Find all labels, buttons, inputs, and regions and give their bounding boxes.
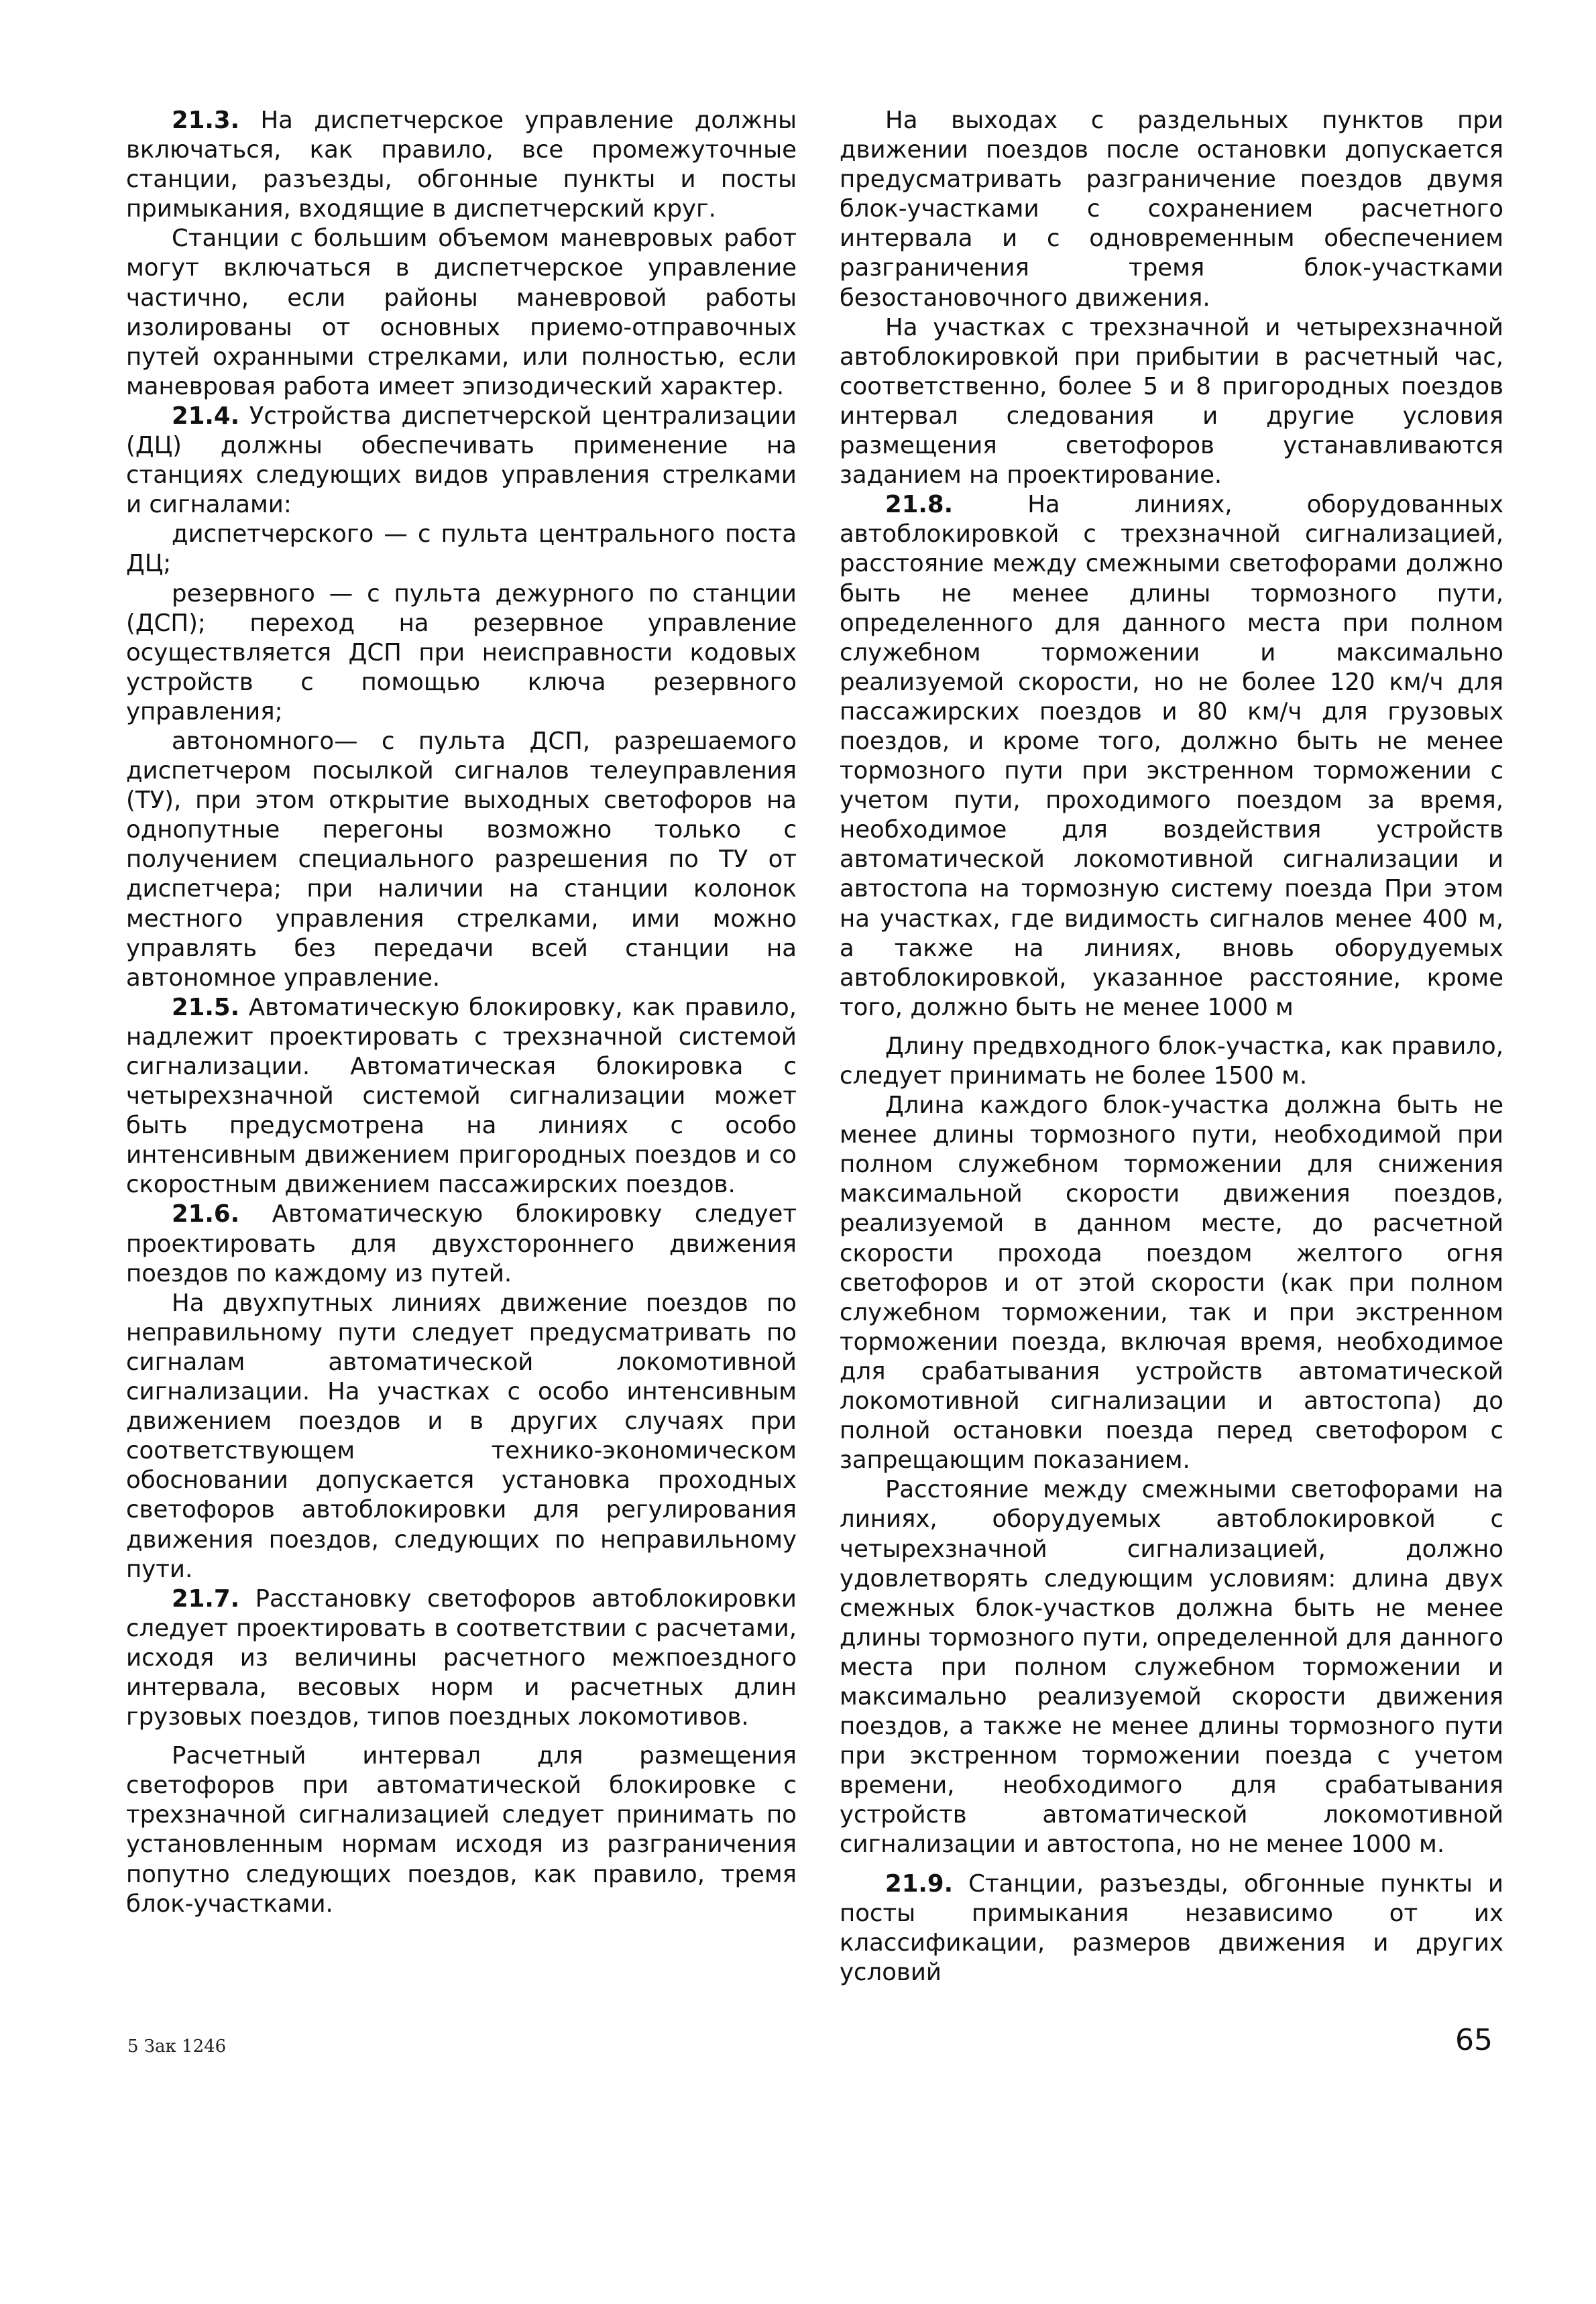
section-number: 21.8.	[885, 491, 954, 519]
paragraph-text: На линиях, оборудованных автоблокировкой с трехзначной сигнализацией, расстояние между смежными светофорами должно быть не менее длины тормозного пути, определенного для данного места при полном служебном торможении и максимально реализуемой скорости, но не более 120 км/ч для пассажирских поездов и 80 км/ч для грузовых поездов, и кроме того, должно быть не менее тормозного пути при экстренном торможении с учетом пути, проходимого поездом за время, необходимое для воздействия устройств автоматической локомотивной сигнализации и автостопа на тормозную систему поезда При этом на участках, где видимость сигналов менее 400 м, а также на линиях, вновь оборудуемых автоблокировкой, указанное расстояние, кроме того, должно быть не менее 1000 м	[840, 491, 1503, 1021]
paragraph-21-9	[840, 1869, 1503, 1988]
paragraph-text: Расстановку светофоров автоблокировки следует проектировать в соответствии с расчетами, исходя из величины расчетного межпоездного интервала, весовых норм и расчетных длин грузовых поездов, типов поездных локомотивов.	[126, 1585, 797, 1731]
section-number: 21.9.	[885, 1869, 954, 1898]
paragraph: диспетчерского — с пульта центрального поста ДЦ;	[126, 520, 797, 578]
paragraph-text: Автоматическую блокировку следует проектировать для двухстороннего движения поездов по каждому из путей.	[126, 1200, 797, 1287]
paragraph: На выходах с раздельных пунктов при движении поездов после остановки допускается предусматривать разграничение поездов двумя блок-участками с сохранением расчетного интервала и с одновременным обеспечением разграничения тремя блок-участками безостановочного движения.	[840, 107, 1503, 312]
print-order-code: 5 Зак 1246	[127, 2036, 227, 2057]
paragraph-text: Автоматическую блокировку, как правило, надлежит проектировать с трехзначной системой сигнализации. Автоматическая блокировка с четырехзначной системой сигнализации может быть предусмотрена на линиях с особо интенсивным движением пригородных поездов и со скоростным движением пассажирских поездов.	[126, 993, 797, 1199]
section-number: 21.5.	[172, 993, 240, 1021]
paragraph: На участках с трехзначной и четырехзначной автоблокировкой при прибытии в расчетный час, соответственно, более 5 и 8 пригородных поездов интервал следования и другие условия размещения светофоров устанавливаются заданием на проектирование.	[840, 313, 1503, 489]
paragraph: Длину предвходного блок-участка, как правило, следует принимать не более 1500 м.	[840, 1032, 1503, 1090]
paragraph-21-3	[126, 106, 797, 224]
paragraph: резервного — с пульта дежурного по станции (ДСП); переход на резервное управление осуществляется ДСП при неисправности кодовых устройств с помощью ключа резервного управления;	[126, 579, 797, 726]
paragraph: Расстояние между смежными светофорами на линиях, оборудуемых автоблокировкой с четырехзначной сигнализацией, должно удовлетворять следующим условиям: длина двух смежных блок-участков должна быть не менее длины тормозного пути, определенной для данного места при полном служебном торможении и максимально реализуемой скорости движения поездов, а также не менее длины тормозного пути при экстренном торможении поезда с учетом времени, необходимого для срабатывания устройств автоматической локомотивной сигнализации и автостопа, но не менее 1000 м.	[840, 1476, 1503, 1859]
paragraph-text: На диспетчерское управление должны включаться, как правило, все промежуточные станции, разъезды, обгонные пункты и посты примыкания, входящие в диспетчерский круг.	[126, 107, 797, 223]
paragraph-21-8	[840, 490, 1503, 1023]
paragraph-21-5	[126, 993, 797, 1200]
right-text-column	[840, 106, 1503, 1988]
section-number: 21.6.	[172, 1200, 240, 1228]
paragraph: На двухпутных линиях движение поездов по неправильному пути следует предусматривать по сигналам автоматической локомотивной сигнализации. На участках с особо интенсивным движением поездов и в других случаях при соответствующем технико-экономическом обосновании допускается установка проходных светофоров автоблокировки для регулирования движения поездов, следующих по неправильному пути.	[126, 1289, 797, 1583]
paragraph-21-4	[126, 402, 797, 520]
paragraph: автономного— с пульта ДСП, разрешаемого диспетчером посылкой сигналов телеуправления (ТУ), при этом открытие выходных светофоров на однопутные перегоны возможно только с получением специального разрешения по ТУ от диспетчера; при наличии на станции колонок местного управления стрелками, ими можно управлять без передачи всей станции на автономное управление.	[126, 727, 797, 992]
paragraph: Станции с большим объемом маневровых работ могут включаться в диспетчерское управление частично, если районы маневровой работы изолированы от основных приемо-отправочных путей охранными стрелками, или полностью, если маневровая работа имеет эпизодический характер.	[126, 225, 797, 400]
page-number: 65	[1455, 2023, 1493, 2057]
paragraph-21-6	[126, 1200, 797, 1288]
section-number: 21.3.	[172, 107, 240, 134]
section-number: 21.7.	[172, 1585, 240, 1613]
paragraph: Расчетный интервал для размещения светофоров при автоматической блокировке с трехзначной сигнализацией следует принимать по установленным нормам исходя из разграничения попутно следующих поездов, как правило, тремя блок-участками.	[126, 1742, 797, 1918]
paragraph-21-7	[126, 1585, 797, 1732]
paragraph: Длина каждого блок-участка должна быть не менее длины тормозного пути, необходимой при полном служебном торможении для снижения максимальной скорости движения поездов, реализуемой в данном месте, до расчетной скорости прохода поездом желтого огня светофоров и от этой скорости (как при полном служебном торможении, так и при экстренном торможении поезда, включая время, необходимое для срабатывания устройств автоматической локомотивной сигнализации и автостопа) до полной остановки поезда перед светофором с запрещающим показанием.	[840, 1092, 1503, 1475]
left-text-column	[126, 106, 797, 1919]
paragraph-text: Устройства диспетчерской централизации (ДЦ) должны обеспечивать применение на станциях следующих видов управления стрелками и сигналами:	[126, 402, 797, 519]
section-number: 21.4.	[172, 402, 240, 430]
paragraph-text: Станции, разъезды, обгонные пункты и посты примыкания независимо от их классификации, размеров движения и других условий	[840, 1869, 1503, 1986]
